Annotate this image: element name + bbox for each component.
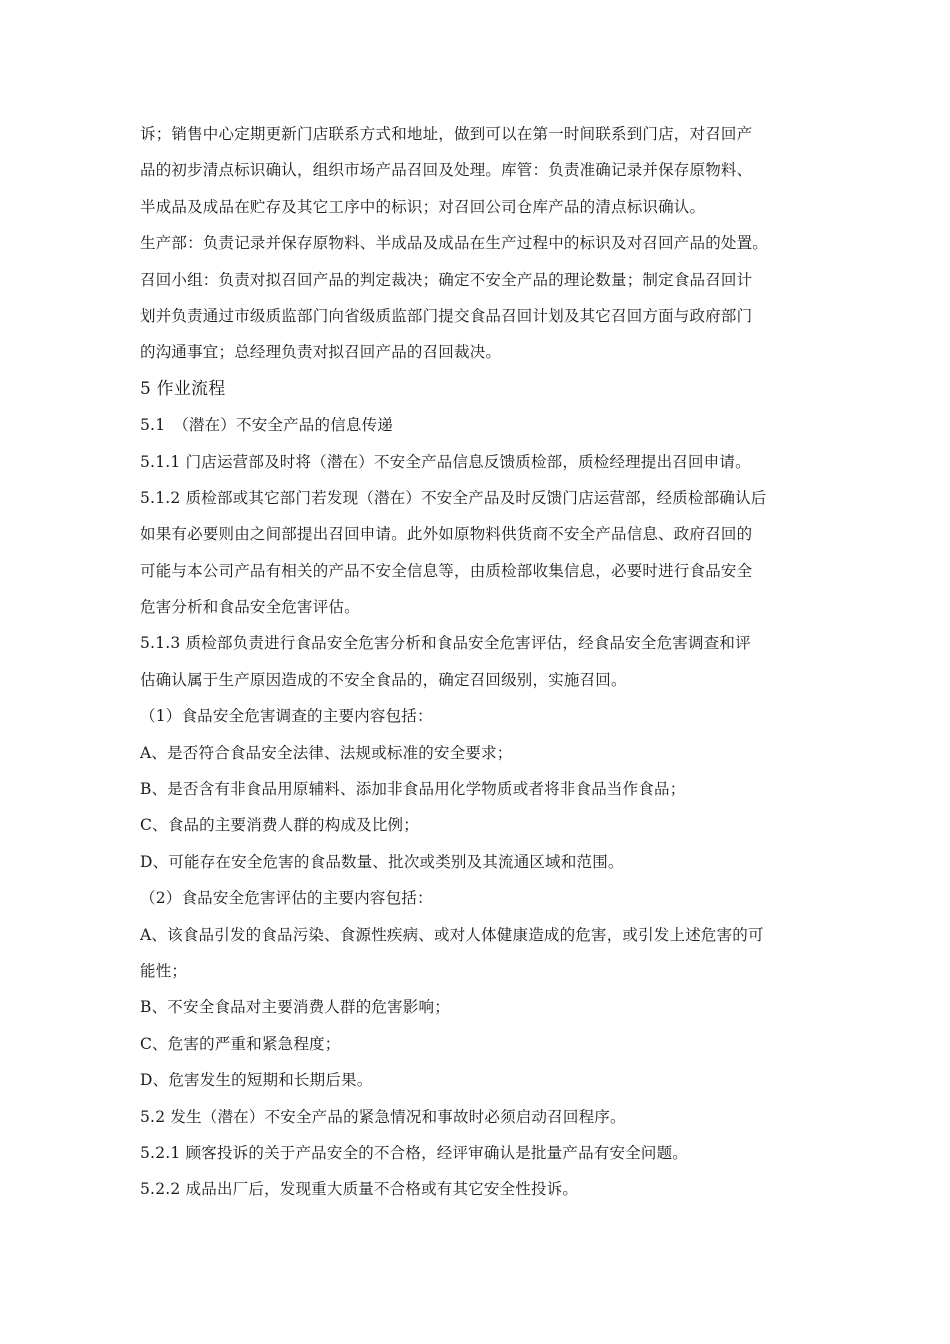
list-item: B、不安全食品对主要消费人群的危害影响；	[140, 998, 450, 1017]
text-line: 5.2.2 成品出厂后，发现重大质量不合格或有其它安全性投诉。	[140, 1180, 579, 1199]
text-line: 生产部：负责记录并保存原物料、半成品及成品在生产过程中的标识及对召回产品的处置。	[140, 234, 769, 253]
list-item: A、该食品引发的食品污染、食源性疾病、或对人体健康造成的危害，或引发上述危害的可	[140, 925, 764, 944]
text-line: 召回小组：负责对拟召回产品的判定裁决；确定不安全产品的理论数量；制定食品召回计	[140, 270, 753, 289]
text-line: 估确认属于生产原因造成的不安全食品的，确定召回级别，实施召回。	[140, 670, 627, 689]
text-line: 品的初步清点标识确认，组织市场产品召回及处理。库管：负责准确记录并保存原物料、	[140, 161, 753, 180]
text-line: 半成品及成品在贮存及其它工序中的标识；对召回公司仓库产品的清点标识确认。	[140, 197, 706, 216]
list-item: 能性；	[140, 961, 188, 980]
list-heading: （1）食品安全危害调查的主要内容包括：	[140, 707, 433, 726]
section-heading: 5 作业流程	[140, 378, 226, 399]
subsection-heading: 5.1 （潜在）不安全产品的信息传递	[140, 416, 394, 435]
document-body	[140, 116, 820, 1208]
text-line: 危害分析和食品安全危害评估。	[140, 598, 360, 617]
text-line: 5.1.3 质检部负责进行食品安全危害分析和食品安全危害评估，经食品安全危害调查和评	[140, 634, 751, 653]
text-line: 5.1.2 质检部或其它部门若发现（潜在）不安全产品及时反馈门店运营部，经质检部确认后	[140, 488, 767, 507]
list-item: C、危害的严重和紧急程度；	[140, 1034, 341, 1053]
list-item: A、是否符合食品安全法律、法规或标准的安全要求；	[140, 743, 513, 762]
text-line: 诉；销售中心定期更新门店联系方式和地址，做到可以在第一时间联系到门店，对召回产	[140, 125, 753, 143]
list-item: C、食品的主要消费人群的构成及比例；	[140, 816, 419, 835]
list-item: D、危害发生的短期和长期后果。	[140, 1071, 373, 1090]
text-line: 5.2.1 顾客投诉的关于产品安全的不合格，经评审确认是批量产品有安全问题。	[140, 1143, 688, 1162]
text-line: 如果有必要则由之间部提出召回申请。此外如原物料供货商不安全产品信息、政府召回的	[140, 525, 753, 544]
subsection-heading: 5.2 发生（潜在）不安全产品的紧急情况和事故时必须启动召回程序。	[140, 1107, 626, 1126]
text-line: 的沟通事宜；总经理负责对拟召回产品的召回裁决。	[140, 343, 502, 362]
list-item: D、可能存在安全危害的食品数量、批次或类别及其流通区域和范围。	[140, 852, 624, 871]
list-heading: （2）食品安全危害评估的主要内容包括：	[140, 889, 433, 908]
text-line: 划并负责通过市级质监部门向省级质监部门提交食品召回计划及其它召回方面与政府部门	[140, 306, 753, 325]
text-line: 5.1.1 门店运营部及时将（潜在）不安全产品信息反馈质检部，质检经理提出召回申请。	[140, 452, 751, 471]
list-item: B、是否含有非食品用原辅料、添加非食品用化学物质或者将非食品当作食品；	[140, 780, 686, 799]
text-line: 可能与本公司产品有相关的产品不安全信息等，由质检部收集信息，必要时进行食品安全	[140, 561, 753, 580]
